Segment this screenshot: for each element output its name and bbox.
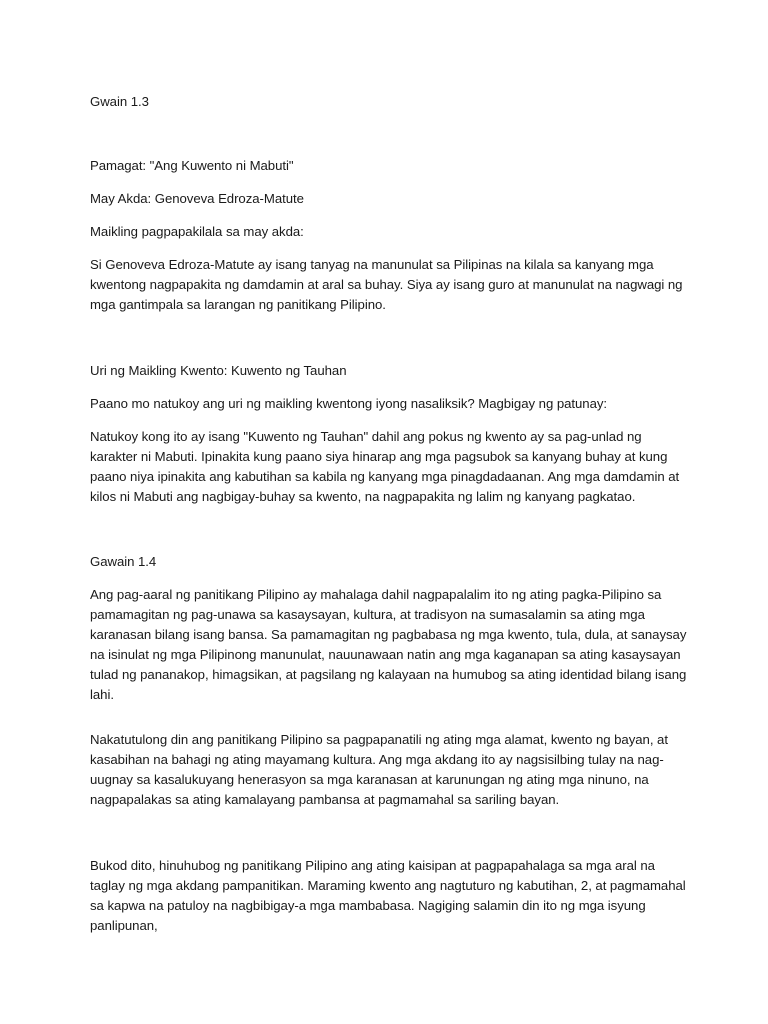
gwain-heading: Gwain 1.3 [90, 94, 149, 109]
pagpapakilala-label: Maikling pagpapakilala sa may akda: [90, 224, 304, 239]
sagot-paragraph: Natukoy kong ito ay isang "Kuwento ng Tauhan" dahil ang pokus ng kwento ay sa pag-unlad ng karakter ni Mabuti. Ipinakita kung paano siya hinarap ang mga pagsubok sa kanyang buhay at kung paano niya ipinakita ang kabutihan sa kabila ng kanyang mga pinagdadaanan. Ang mga damdamin at kilos ni Mabuti ang nagbigay-buhay sa kwento, na nagpapakita ng lalim ng kanyang pagkatao. [90, 429, 680, 504]
tanong-line: Paano mo natukoy ang uri ng maikling kwentong iyong nasaliksik? Magbigay ng patunay: [90, 396, 608, 411]
may-akda-line: May Akda: Genoveva Edroza-Matute [90, 191, 304, 206]
talata-1: Ang pag-aaral ng panitikang Pilipino ay mahalaga dahil nagpapalalim ito ng ating pagka-Pilipino sa pamamagitan ng pag-unawa sa kasaysayan, kultura, at tradisyon na sumasalamin sa ating mga karanasan bilang isang bansa. Sa pamamagitan ng pagbabasa ng mga kwento, tula, dula, at sanaysay na isinulat ng mga Pilipinong manunulat, nauunawaan natin ang mga kaganapan sa ating kasaysayan tulad ng pananakop, himagsikan, at pagsilang ng kalayaan na humubog sa ating identidad bilang isang lahi. [90, 587, 687, 702]
talata-2: Nakatutulong din ang panitikang Pilipino sa pagpapanatili ng ating mga alamat, kwento ng bayan, at kasabihan na bahagi ng ating mayamang kultura. Ang mga akdang ito ay nagsisilbing tulay na nag-uugnay sa kasalukuyang henerasyon sa mga karanasan at karunungan ng ating mga ninuno, na nagpapalakas sa ating kamalayang pambansa at pagmamahal sa sariling bayan. [90, 732, 668, 807]
pagpapakilala-paragraph: Si Genoveva Edroza-Matute ay isang tanyag na manunulat sa Pilipinas na kilala sa kanyang mga kwentong nagpapakita ng damdamin at aral sa buhay. Siya ay isang guro at manunulat na nagwagi ng mga gantimpala sa larangan ng panitikang Pilipino. [90, 257, 683, 312]
gawain-heading: Gawain 1.4 [90, 554, 157, 569]
uri-line: Uri ng Maikling Kwento: Kuwento ng Tauhan [90, 363, 347, 378]
pamagat-line: Pamagat: "Ang Kuwento ni Mabuti" [90, 158, 294, 173]
talata-3: Bukod dito, hinuhubog ng panitikang Pilipino ang ating kaisipan at pagpapahalaga sa mga aral na taglay ng mga akdang pampanitikan. Maraming kwento ang nagtuturo ng kabutihan, 2, at pagmamahal sa kapwa na patuloy na nagbibigay-a mga mambabasa. Nagiging salamin din ito ng mga isyung panlipunan, [90, 858, 686, 933]
